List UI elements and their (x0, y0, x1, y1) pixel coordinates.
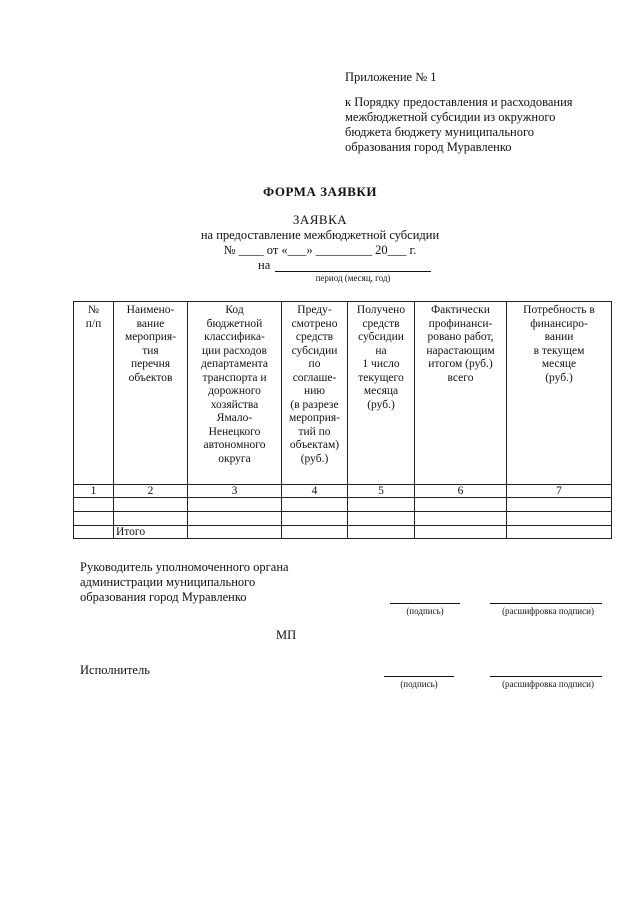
table-row (74, 512, 612, 526)
table-cell (74, 512, 114, 526)
appendix-title: Приложение № 1 (345, 70, 437, 84)
stamp-place: МП (276, 628, 297, 642)
period-blank-line (275, 271, 431, 272)
column-number: 2 (114, 485, 188, 498)
appendix-line: межбюджетной субсидии из окружного (345, 110, 556, 124)
head-line: администрации муниципального (80, 575, 256, 589)
column-number-row (74, 485, 612, 498)
header-cell-planned: Преду- смотрено средств субсидии по соглаше- нию (в разрезе мероприя- тий по объектам) (руб.) (282, 302, 348, 485)
column-number: 1 (74, 485, 114, 498)
request-number-line: № ____ от «___» _________ 20___ г. (223, 243, 417, 257)
head-line: образования город Муравленко (80, 590, 247, 604)
column-number: 6 (415, 485, 507, 498)
table-cell (188, 526, 282, 539)
period-prefix: на (258, 258, 271, 272)
form-title: ФОРМА ЗАЯВКИ (263, 184, 377, 199)
period-caption: период (месяц, год) (315, 273, 391, 283)
table-cell (114, 498, 188, 512)
request-subtitle: на предоставление межбюджетной субсидии (200, 228, 440, 242)
table-cell (74, 498, 114, 512)
column-number: 7 (507, 485, 612, 498)
table-cell (282, 512, 348, 526)
table-cell (282, 526, 348, 539)
table-cell (507, 498, 612, 512)
request-table (73, 301, 612, 539)
appendix-block (345, 70, 573, 155)
table-cell (348, 498, 415, 512)
table-row (74, 498, 612, 512)
header-cell-event-name: Наимено- вание мероприя- тия перечня объектов (114, 302, 188, 485)
table-cell (114, 512, 188, 526)
table-cell (282, 498, 348, 512)
table-cell (348, 512, 415, 526)
table-cell (188, 512, 282, 526)
table-cell (415, 526, 507, 539)
head-signature-line (390, 603, 460, 604)
table-cell (415, 512, 507, 526)
table-cell (188, 498, 282, 512)
appendix-line: бюджета бюджету муниципального (345, 125, 535, 139)
head-signatory (80, 560, 289, 605)
column-number: 3 (188, 485, 282, 498)
executor-decode-line (490, 676, 602, 677)
header-cell-number: № п/п (74, 302, 114, 485)
table-cell (507, 512, 612, 526)
executor-signature-caption: (подпись) (400, 679, 438, 689)
header-cell-budget-code: Код бюджетной классифика- ции расходов департамента транспорта и дорожного хозяйства Ямало- Ненецкого автономного округа (188, 302, 282, 485)
head-line: Руководитель уполномоченного органа (80, 560, 289, 574)
executor-signature-line (384, 676, 454, 677)
appendix-line: образования город Муравленко (345, 140, 512, 154)
column-number: 5 (348, 485, 415, 498)
column-number: 4 (282, 485, 348, 498)
table-header-row (74, 302, 612, 485)
header-cell-financed: Фактически профинанси- ровано работ, нарастающим итогом (руб.) всего (415, 302, 507, 485)
header-cell-needed: Потребность в финансиро- вании в текущем месяце (руб.) (507, 302, 612, 485)
table-cell (415, 498, 507, 512)
total-label: Итого (114, 526, 188, 539)
head-signature-caption: (подпись) (406, 606, 444, 616)
appendix-line: к Порядку предоставления и расходования (345, 95, 573, 109)
request-title: ЗАЯВКА (292, 212, 348, 227)
header-cell-received: Получено средств субсидии на 1 число текущего месяца (руб.) (348, 302, 415, 485)
executor-label: Исполнитель (80, 663, 150, 677)
head-decode-line (490, 603, 602, 604)
table-cell (74, 526, 114, 539)
executor-decode-caption: (расшифровка подписи) (502, 679, 594, 689)
table-cell (507, 526, 612, 539)
total-row (74, 526, 612, 539)
head-decode-caption: (расшифровка подписи) (502, 606, 594, 616)
table-cell (348, 526, 415, 539)
